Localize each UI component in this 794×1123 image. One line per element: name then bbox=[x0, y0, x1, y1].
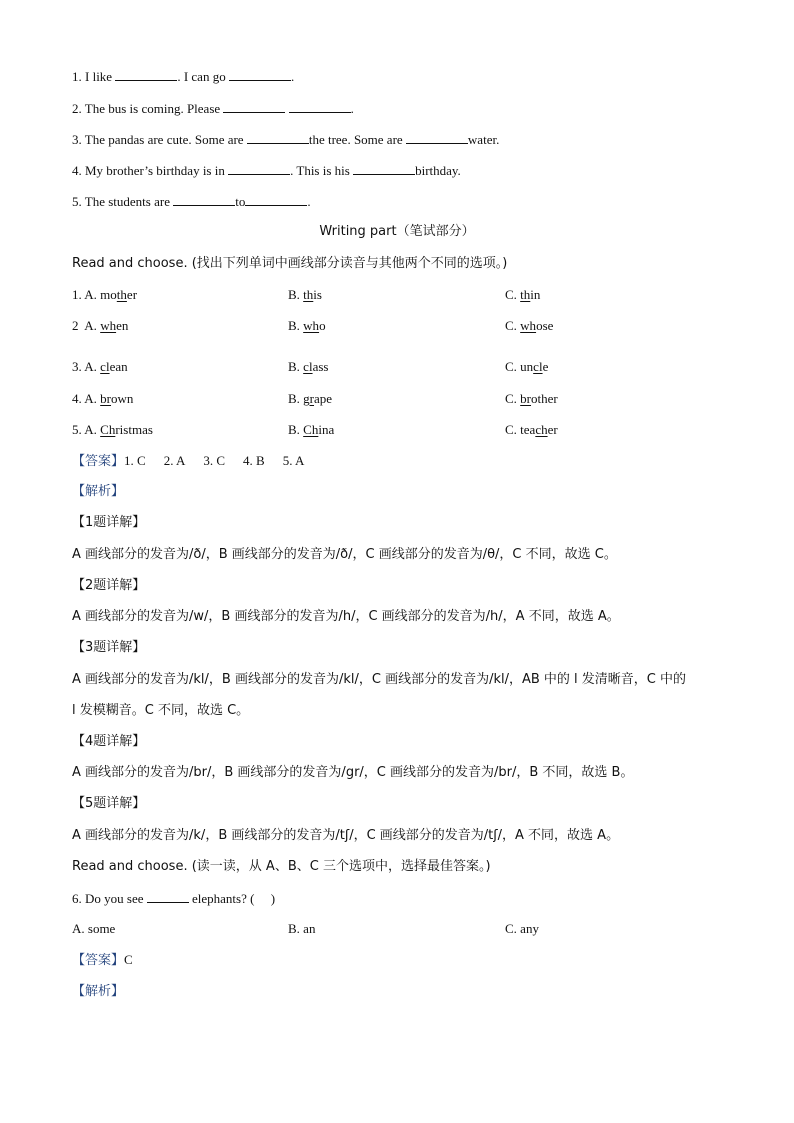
answer-tag: 【答案】 bbox=[72, 454, 125, 469]
section2-instruction: Read and choose. (读一读，从 A、B、C 三个选项中，选择最佳答案。) bbox=[72, 859, 491, 874]
fill-item-2: 2. The bus is coming. Please . bbox=[72, 101, 354, 116]
detail-5-text: A 画线部分的发音为/k/，B 画线部分的发音为/tʃ/，C 画线部分的发音为/tʃ/，A 不同，故选 A。 bbox=[72, 828, 620, 843]
q1-option-a: 1. A. mother bbox=[72, 287, 138, 302]
q2-option-b: B. who bbox=[288, 318, 326, 333]
q1-option-c: C. thin bbox=[505, 287, 541, 302]
q1-option-b: B. this bbox=[288, 287, 322, 302]
q6-option-a: A. some bbox=[72, 921, 116, 936]
writing-part-title: Writing part（笔试部分） bbox=[319, 224, 475, 239]
q6-answer: 【答案】C bbox=[72, 952, 133, 968]
detail-3-text: A 画线部分的发音为/kl/，B 画线部分的发音为/kl/，C 画线部分的发音为/kl/，AB 中的 l 发清晰音，C 中的 bbox=[72, 672, 687, 687]
detail-4-text: A 画线部分的发音为/br/，B 画线部分的发音为/gr/，C 画线部分的发音为/br/，B 不同，故选 B。 bbox=[72, 765, 634, 780]
q3-option-a: 3. A. clean bbox=[72, 359, 128, 374]
q4-option-c: C. brother bbox=[505, 391, 558, 406]
detail-2-text: A 画线部分的发音为/w/，B 画线部分的发音为/h/，C 画线部分的发音为/h/，A 不同，故选 A。 bbox=[72, 609, 620, 624]
detail-1-text: A 画线部分的发音为/ð/，B 画线部分的发音为/ð/，C 画线部分的发音为/θ/，C 不同，故选 C。 bbox=[72, 547, 617, 562]
fill-item-1: 1. I like . I can go . bbox=[72, 69, 295, 84]
detail-1-tag: 【1题详解】 bbox=[72, 515, 146, 530]
q3-option-b: B. class bbox=[288, 359, 329, 374]
detail-2-tag: 【2题详解】 bbox=[72, 578, 146, 593]
detail-5-tag: 【5题详解】 bbox=[72, 796, 146, 811]
q5-option-b: B. China bbox=[288, 422, 335, 437]
q6-option-b: B. an bbox=[288, 921, 316, 936]
q6-option-c: C. any bbox=[505, 921, 539, 936]
analysis-tag: 【解析】 bbox=[72, 484, 125, 499]
section1-instruction: Read and choose. (找出下列单词中画线部分读音与其他两个不同的选项。) bbox=[72, 256, 508, 271]
q5-option-c: C. teacher bbox=[505, 422, 558, 437]
detail-3-tag: 【3题详解】 bbox=[72, 640, 146, 655]
section1-answers: 【答案】1. C 2. A 3. C 4. B 5. A bbox=[72, 453, 305, 469]
fill-item-3: 3. The pandas are cute. Some are the tree. Some are water. bbox=[72, 132, 500, 147]
q2-option-a: 2 A. when bbox=[72, 318, 129, 333]
fill-item-4: 4. My brother’s birthday is in . This is his birthday. bbox=[72, 163, 461, 178]
q2-option-c: C. whose bbox=[505, 318, 554, 333]
q5-option-a: 5. A. Christmas bbox=[72, 422, 153, 437]
q4-option-b: B. grape bbox=[288, 391, 333, 406]
detail-4-tag: 【4题详解】 bbox=[72, 734, 146, 749]
detail-3-text-cont: l 发模糊音。C 不同，故选 C。 bbox=[72, 703, 250, 718]
q6-stem: 6. Do you see elephants? ( ) bbox=[72, 891, 276, 906]
q3-option-c: C. uncle bbox=[505, 359, 549, 374]
fill-item-5: 5. The students are to . bbox=[72, 194, 311, 209]
q4-option-a: 4. A. brown bbox=[72, 391, 134, 406]
q6-analysis-tag: 【解析】 bbox=[72, 984, 125, 999]
